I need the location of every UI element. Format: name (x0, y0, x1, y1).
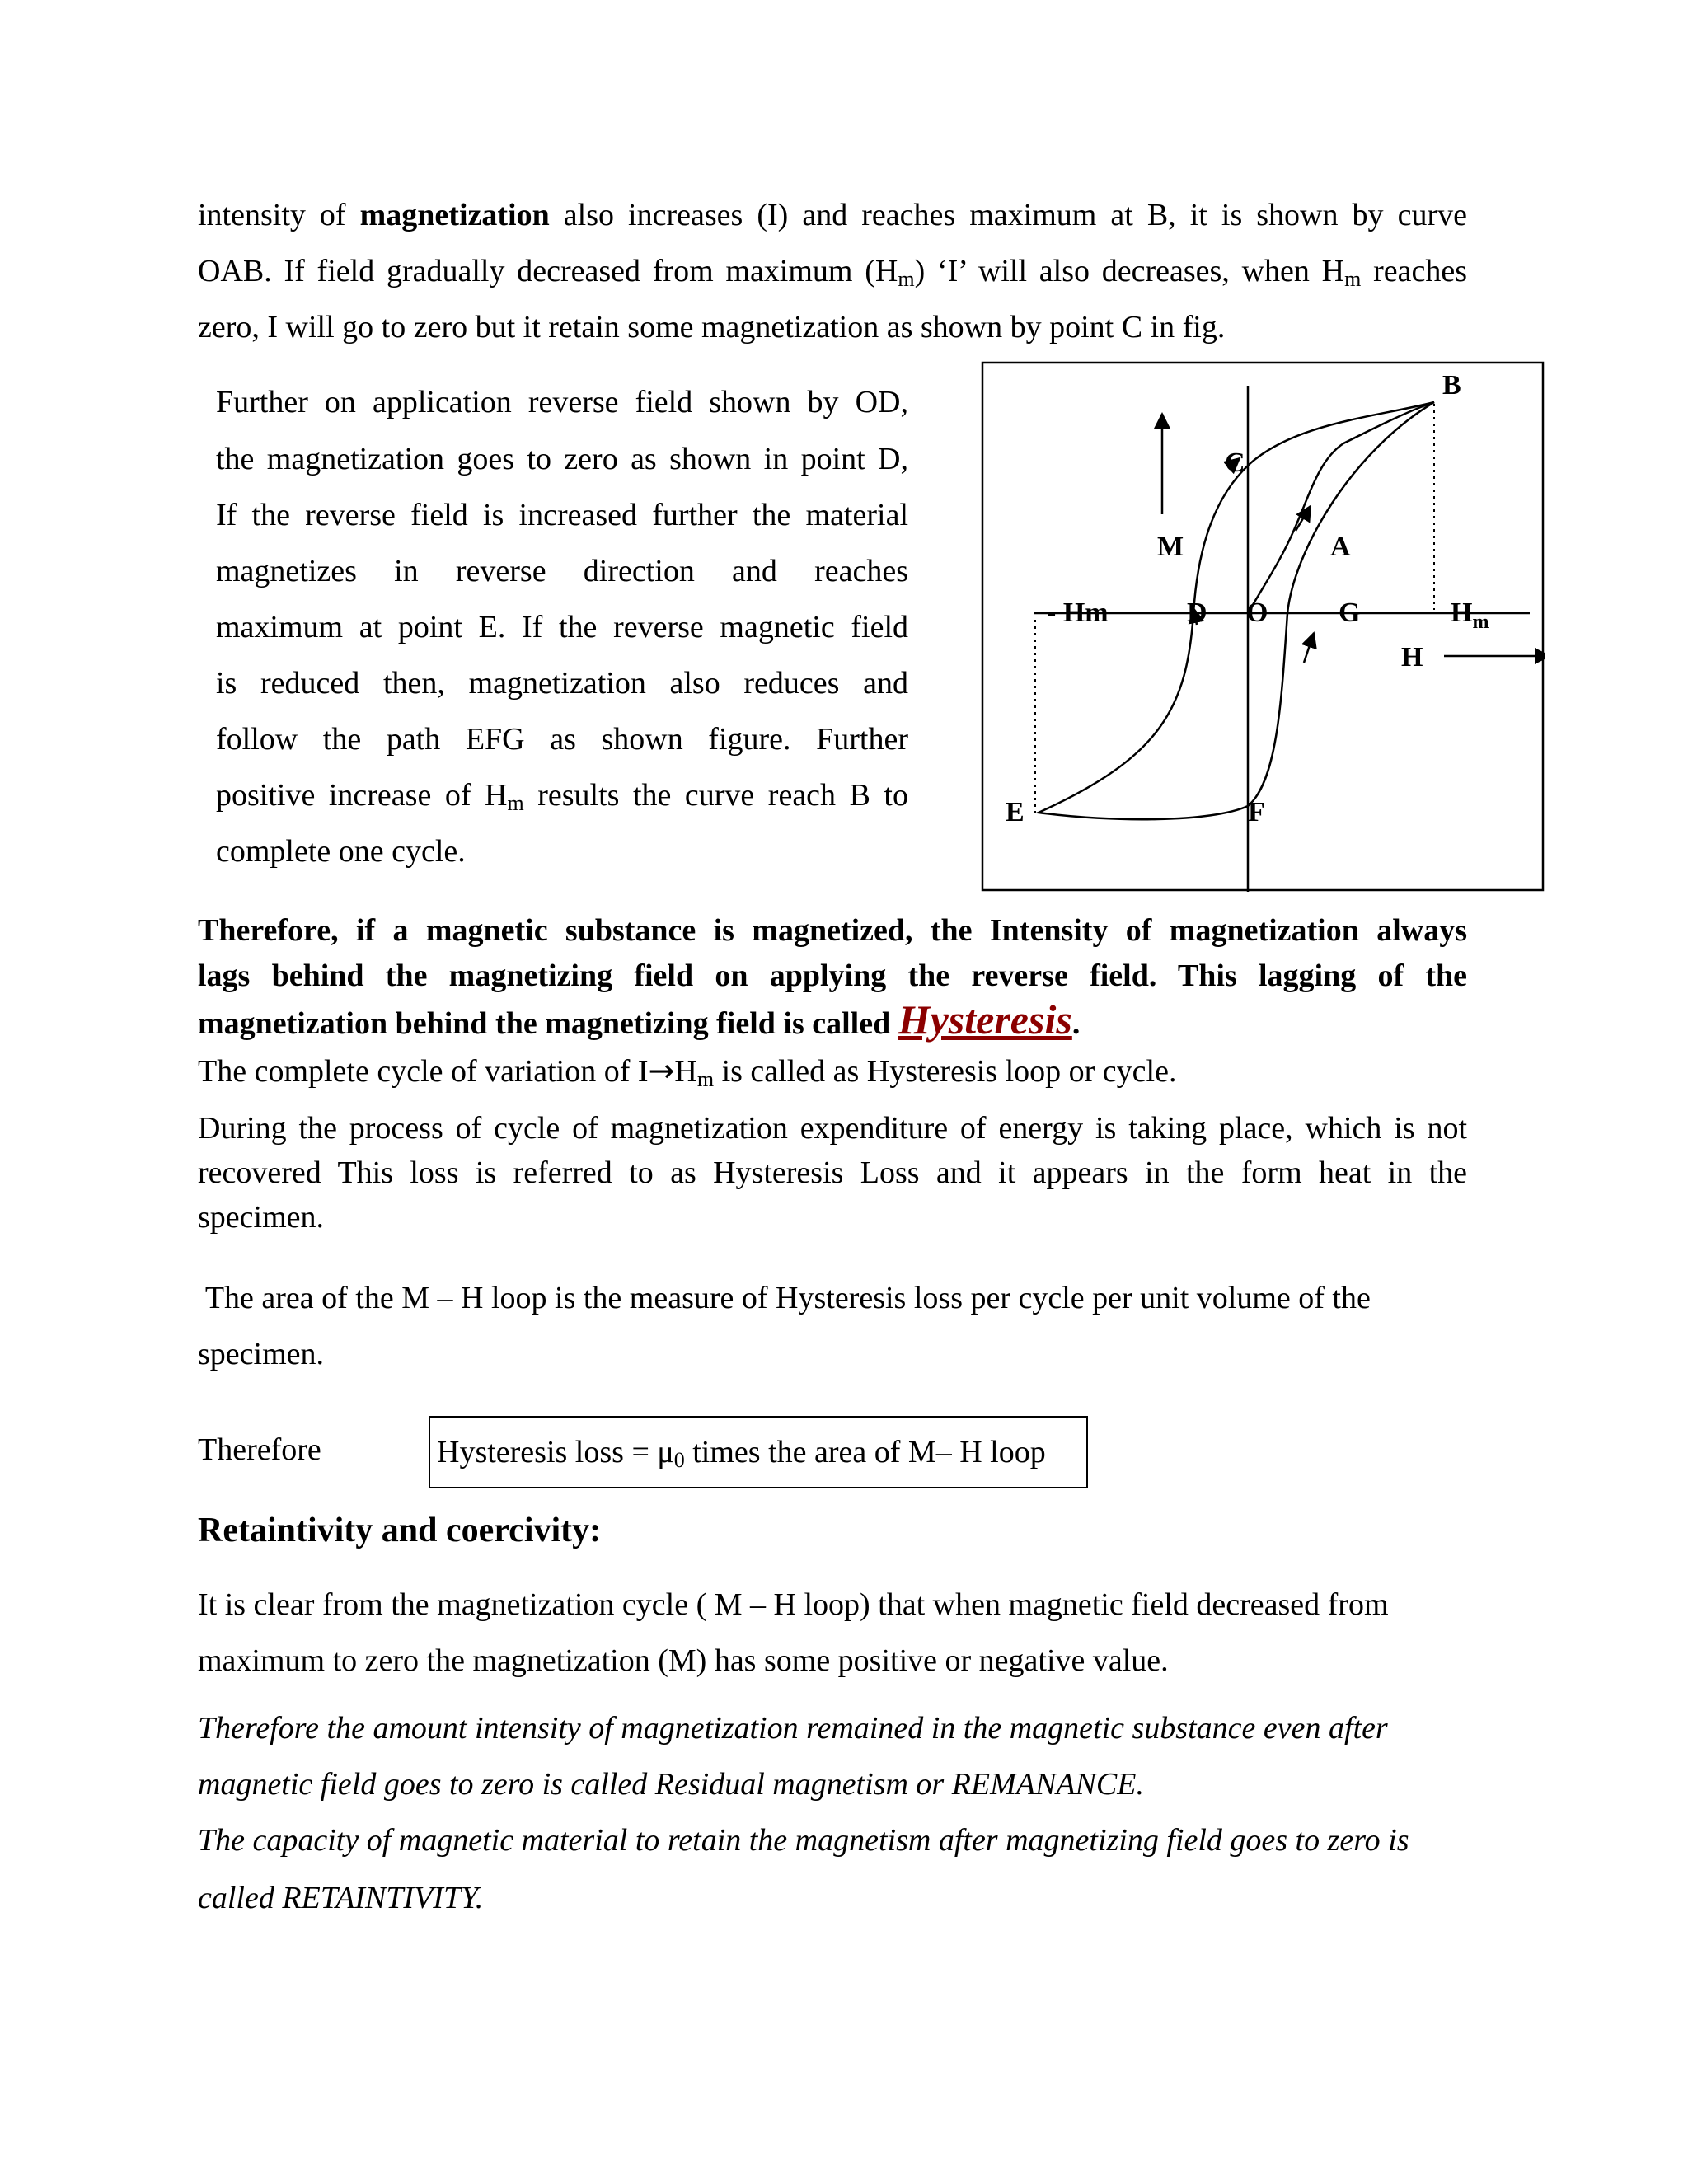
text: intensity of (198, 198, 360, 232)
para8-line1: Therefore the amount intensity of magnetization remained in the magnetic substance even after (198, 1711, 1388, 1746)
para2-line: magnetizes in reverse direction and reaches (216, 554, 908, 588)
para2-line9: complete one cycle. (216, 834, 466, 869)
text: H (674, 1054, 697, 1089)
text: positive increase of H (216, 778, 508, 813)
para8-line4: called RETAINTIVITY. (198, 1881, 484, 1915)
label-o: O (1246, 598, 1268, 628)
para7-line2: maximum to zero the magnetization (M) has some positive or negative value. (198, 1643, 1169, 1678)
formula-text (437, 1434, 1046, 1473)
para2-line: is reduced then, magnetization also reduces and (216, 666, 908, 701)
label-m: M (1157, 532, 1184, 562)
label-h: H (1401, 642, 1423, 673)
para1-line1 (198, 199, 1467, 231)
para4 (198, 1052, 1177, 1091)
para5-line2: recovered This loss is referred to as Hysteresis Loss and it appears in the form heat in the (198, 1155, 1467, 1190)
arrow-on-curve-g (1304, 633, 1314, 663)
hysteresis-figure (981, 361, 1545, 892)
para1-line3: zero, I will go to zero but it retain some magnetization as shown by point C in fig. (198, 310, 1226, 344)
text: Hysteresis loss = μ (437, 1435, 674, 1469)
label-hm-main: H (1451, 598, 1473, 628)
initial-curve (1248, 402, 1434, 613)
text: ) ‘I’ will also decreases, when H (914, 254, 1345, 288)
para8-line3: The capacity of magnetic material to retain the magnetism after magnetizing field goes to zero is (198, 1823, 1409, 1858)
bold-term: magnetization (359, 198, 550, 232)
text: The complete cycle of variation of I (198, 1054, 649, 1089)
para2-line: If the reverse field is increased further the material (216, 498, 908, 532)
para2-line: maximum at point E. If the reverse magnetic field (216, 610, 908, 644)
text: magnetization behind the magnetizing field is called (198, 1006, 898, 1041)
para3-line2: lags behind the magnetizing field on applying the reverse field. This lagging of the (198, 958, 1467, 993)
section-heading: Retaintivity and coercivity: (198, 1511, 602, 1549)
subscript: m (696, 1067, 715, 1091)
para3-line3 (198, 996, 1081, 1043)
para2-line: the magnetization goes to zero as shown in point D, (216, 442, 908, 476)
text: reaches (1361, 254, 1467, 288)
text: is called as Hysteresis loop or cycle. (714, 1054, 1177, 1089)
label-d: D (1187, 598, 1207, 628)
label-neg-hm: - Hm (1047, 598, 1109, 628)
para6-line2: specimen. (198, 1337, 325, 1371)
text: also increases (I) and reaches maximum at B, it is shown by curve (549, 198, 1467, 232)
text: . (1071, 1006, 1081, 1041)
para5-line3: specimen. (198, 1200, 325, 1235)
text: results the curve reach B to (523, 778, 908, 813)
para2-line: follow the path EFG as shown figure. Further (216, 722, 908, 757)
label-b: B (1442, 370, 1461, 401)
text: times the area of M– H loop (684, 1435, 1046, 1469)
para8-line2: magnetic field goes to zero is called Residual magnetism or REMANANCE. (198, 1767, 1144, 1802)
subscript: m (1344, 267, 1362, 291)
formula-lead: Therefore (198, 1432, 321, 1467)
para7-line1: It is clear from the magnetization cycle ( M – H loop) that when magnetic field decreased from (198, 1587, 1389, 1622)
label-c: C (1225, 448, 1245, 478)
label-hm (1451, 598, 1489, 633)
label-e: E (1006, 797, 1025, 827)
para6-line1: The area of the M – H loop is the measure of Hysteresis loss per cycle per unit volume of the (198, 1281, 1371, 1315)
subscript: m (507, 791, 524, 815)
para2-line8 (216, 780, 908, 814)
label-hm-sub: m (1472, 612, 1489, 633)
label-f: F (1248, 797, 1265, 827)
para3-line1: Therefore, if a magnetic substance is magnetized, the Intensity of magnetization always (198, 913, 1467, 948)
hysteresis-term: Hysteresis (898, 996, 1072, 1043)
para2-line: Further on application reverse field shown by OD, (216, 385, 908, 419)
text: OAB. If field gradually decreased from maximum (H (198, 254, 898, 288)
subscript: 0 (673, 1448, 685, 1472)
label-g: G (1339, 598, 1361, 628)
para5-line1: During the process of cycle of magnetization expenditure of energy is taking place, which is not (198, 1111, 1467, 1146)
hysteresis-diagram (981, 361, 1545, 892)
subscript: m (898, 267, 915, 291)
label-a: A (1330, 532, 1351, 562)
para1-line2 (198, 255, 1467, 290)
arrow-glyph: → (648, 1052, 675, 1089)
